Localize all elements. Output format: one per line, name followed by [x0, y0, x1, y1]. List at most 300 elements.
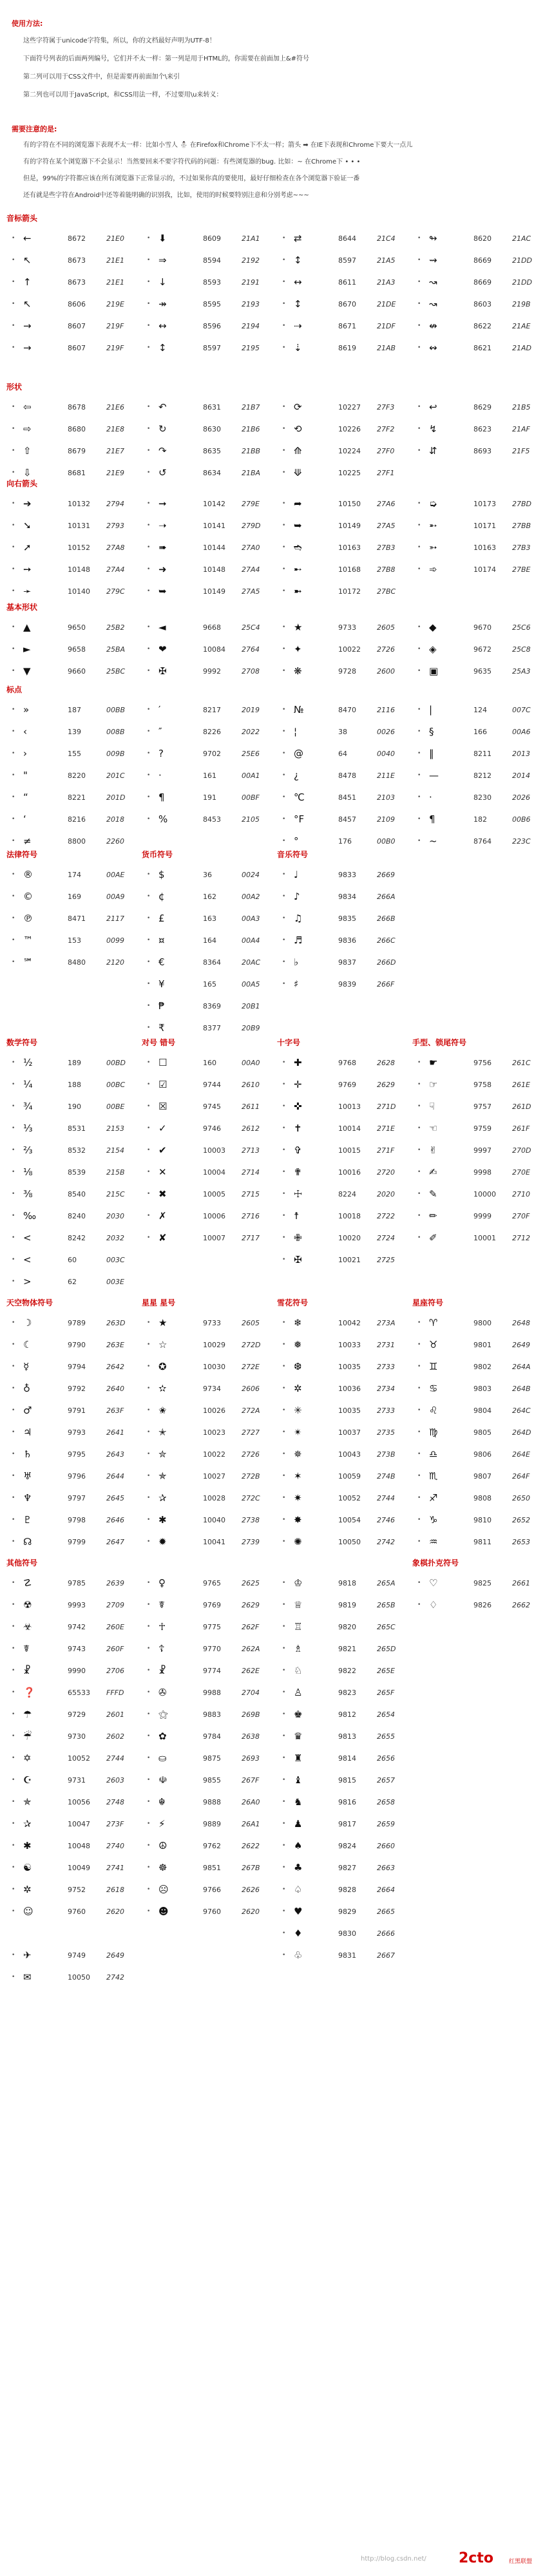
html-entity-code: 8673	[68, 278, 86, 287]
symbol-entry	[412, 1488, 548, 1510]
css-hex-code: 219F	[106, 322, 124, 330]
symbol-glyph: ¶	[158, 791, 165, 803]
symbol-row	[6, 559, 548, 581]
html-entity-code: 9760	[68, 1908, 86, 1916]
css-hex-code: 00B6	[512, 815, 531, 824]
css-hex-code: 2642	[106, 1363, 124, 1371]
html-entity-code: 10020	[338, 1234, 361, 1242]
html-entity-code: 9829	[338, 1908, 356, 1916]
symbol-row	[6, 1638, 548, 1660]
symbol-glyph: ♂	[23, 1405, 32, 1416]
html-entity-code: 9769	[338, 1081, 356, 1089]
bullet-icon: •	[417, 1473, 421, 1479]
html-entity-code: 10003	[203, 1146, 225, 1155]
css-hex-code: 266C	[377, 936, 396, 945]
symbol-glyph: →	[23, 320, 32, 332]
html-entity-code: 8619	[338, 344, 356, 352]
css-hex-code: 2193	[242, 300, 260, 308]
css-hex-code: 27BB	[512, 522, 531, 530]
bullet-icon: •	[282, 1602, 286, 1608]
html-entity-code: 9988	[203, 1689, 221, 1697]
symbol-glyph: |	[429, 704, 433, 715]
bullet-icon: •	[147, 1059, 151, 1066]
symbol-entry	[6, 272, 142, 294]
bullet-icon: •	[147, 588, 151, 594]
site-logo[interactable]	[459, 2550, 542, 2570]
symbol-entry	[277, 1923, 412, 1945]
symbol-glyph: ♭	[294, 956, 299, 968]
symbol-row	[6, 419, 548, 440]
html-entity-code: 9990	[68, 1667, 86, 1675]
symbol-row	[6, 1945, 548, 1967]
symbol-entry	[277, 1682, 412, 1704]
bullet-icon: •	[147, 257, 151, 263]
symbol-entry	[6, 1334, 142, 1356]
symbol-entry	[412, 639, 548, 661]
html-entity-code: 9769	[203, 1601, 221, 1609]
symbol-row	[6, 1334, 548, 1356]
symbol-row	[6, 809, 548, 831]
symbol-row	[6, 721, 548, 743]
watermark-text: http://blog.csdn.net/	[361, 2555, 426, 2562]
html-entity-code: 9759	[473, 1124, 492, 1133]
bullet-icon: •	[282, 544, 286, 551]
symbol-glyph: ‖	[429, 748, 434, 759]
symbol-glyph: ♊	[429, 1361, 438, 1372]
symbol-glyph: ✠	[294, 1254, 302, 1265]
html-entity-code: 9833	[338, 871, 356, 879]
css-hex-code: 272E	[242, 1363, 260, 1371]
css-hex-code: 007C	[512, 706, 531, 714]
symbol-row	[6, 787, 548, 809]
css-hex-code: 2669	[377, 871, 395, 879]
bullet-icon: •	[12, 544, 15, 551]
css-hex-code: 2649	[106, 1951, 124, 1960]
symbol-glyph: ↶	[158, 401, 167, 413]
symbol-entry	[277, 537, 412, 559]
symbol-glyph: ♃	[23, 1426, 32, 1438]
bullet-icon: •	[12, 624, 15, 630]
symbol-glyph: ☂	[23, 1709, 32, 1720]
css-hex-code: 271D	[377, 1103, 396, 1111]
html-entity-code: 10030	[203, 1363, 225, 1371]
bullet-icon: •	[147, 323, 151, 329]
html-entity-code: 9742	[68, 1623, 86, 1631]
bullet-icon: •	[417, 1125, 421, 1132]
symbol-glyph: ¼	[23, 1079, 33, 1090]
html-entity-code: 8672	[68, 234, 86, 243]
css-hex-code: 27BE	[512, 565, 531, 574]
symbol-entry	[277, 1945, 412, 1967]
css-hex-code: FFFD	[106, 1689, 124, 1697]
css-hex-code: 00B0	[377, 837, 396, 846]
symbol-glyph: ➘	[23, 520, 32, 531]
bullet-icon: •	[147, 1213, 151, 1219]
bullet-icon: •	[282, 1517, 286, 1523]
symbol-row	[6, 1814, 548, 1835]
html-entity-code: 10052	[338, 1494, 361, 1502]
symbol-entry	[277, 1312, 412, 1334]
symbol-glyph: ▲	[23, 621, 31, 633]
symbol-entry	[277, 1206, 412, 1227]
symbol-glyph: ♥	[294, 1906, 303, 1917]
symbol-entry	[6, 1356, 142, 1378]
symbol-entry	[277, 1074, 412, 1096]
bullet-icon: •	[12, 1821, 15, 1827]
symbol-row	[6, 397, 548, 419]
symbol-entry	[6, 228, 142, 250]
html-entity-code: 10013	[338, 1103, 361, 1111]
html-entity-code: 10007	[203, 1234, 225, 1242]
bullet-icon: •	[282, 522, 286, 529]
symbol-entry	[277, 617, 412, 639]
symbol-entry	[412, 272, 548, 294]
bullet-icon: •	[12, 1256, 15, 1263]
symbol-glyph: ½	[23, 1057, 33, 1068]
css-hex-code: 21A3	[377, 278, 396, 287]
html-entity-code: 9760	[203, 1908, 221, 1916]
bullet-icon: •	[282, 871, 286, 878]
symbol-glyph: ¿	[294, 770, 299, 781]
bullet-icon: •	[282, 893, 286, 900]
symbol-glyph: ☩	[294, 1188, 303, 1200]
bullet-icon: •	[282, 646, 286, 652]
html-entity-code: 8216	[68, 815, 86, 824]
html-entity-code: 10048	[68, 1842, 90, 1850]
symbol-glyph: ⇩	[23, 467, 32, 478]
symbol-entry	[277, 765, 412, 787]
css-hex-code: 00BD	[106, 1059, 126, 1067]
symbol-glyph: ☬	[158, 1796, 166, 1808]
symbol-entry	[412, 661, 548, 683]
html-entity-code: 8453	[203, 815, 221, 824]
html-entity-code: 9811	[473, 1538, 492, 1546]
symbol-entry	[142, 1227, 277, 1249]
bullet-icon: •	[147, 1125, 151, 1132]
bullet-icon: •	[12, 1842, 15, 1849]
bullet-icon: •	[12, 235, 15, 242]
css-hex-code: 27F1	[377, 469, 395, 477]
symbol-entry	[6, 1595, 142, 1616]
bullet-icon: •	[282, 301, 286, 307]
symbol-entry	[412, 809, 548, 831]
bullet-icon: •	[147, 1320, 151, 1326]
symbol-entry	[412, 1573, 548, 1595]
symbol-glyph: ✹	[158, 1536, 167, 1548]
symbol-glyph: ➦	[294, 498, 302, 509]
css-hex-code: 0099	[106, 936, 124, 945]
symbol-entry	[412, 1074, 548, 1096]
symbol-glyph: ♔	[294, 1577, 303, 1589]
css-hex-code: 2654	[377, 1710, 395, 1719]
symbol-glyph: ✘	[158, 1232, 167, 1244]
css-hex-code: 2794	[106, 500, 124, 508]
symbol-glyph: ▣	[429, 665, 439, 677]
html-entity-code: 8224	[338, 1190, 356, 1198]
symbol-entry	[142, 272, 277, 294]
bullet-icon: •	[282, 794, 286, 800]
symbol-entry	[6, 250, 142, 272]
css-hex-code: 21AC	[512, 234, 531, 243]
html-entity-code: 10132	[68, 500, 90, 508]
css-hex-code: 2738	[242, 1516, 260, 1524]
symbol-glyph: $	[158, 869, 165, 880]
symbol-entry	[412, 787, 548, 809]
symbol-entry	[142, 864, 277, 886]
css-hex-code: 265F	[377, 1689, 395, 1697]
symbol-glyph: ⅔	[23, 1144, 33, 1156]
symbol-glyph: ♋	[429, 1383, 438, 1394]
css-hex-code: 2260	[106, 837, 124, 846]
symbol-glyph: ☧	[158, 1665, 166, 1676]
symbol-entry	[6, 1444, 142, 1466]
bullet-icon: •	[147, 1341, 151, 1348]
bullet-icon: •	[417, 728, 421, 735]
html-entity-code: 10163	[338, 544, 361, 552]
bullet-icon: •	[417, 1407, 421, 1414]
symbol-glyph: ♅	[23, 1470, 32, 1482]
symbol-glyph: ♑	[429, 1514, 438, 1526]
bullet-icon: •	[12, 871, 15, 878]
symbol-row	[6, 1531, 548, 1553]
css-hex-code: 265C	[377, 1623, 396, 1631]
symbol-glyph: ☛	[429, 1057, 438, 1068]
css-hex-code: 215B	[106, 1168, 125, 1177]
symbol-row	[6, 1835, 548, 1857]
symbol-entry	[6, 930, 142, 952]
bullet-icon: •	[147, 794, 151, 800]
symbol-entry	[277, 1573, 412, 1595]
symbol-glyph: ✬	[158, 1405, 167, 1416]
html-entity-code: 9999	[473, 1212, 492, 1220]
symbol-glyph: №	[294, 704, 304, 715]
css-hex-code: 265D	[377, 1645, 396, 1653]
bullet-icon: •	[417, 426, 421, 432]
html-entity-code: 9851	[203, 1864, 221, 1872]
css-hex-code: 262A	[242, 1645, 260, 1653]
html-entity-code: 10173	[473, 500, 496, 508]
symbol-glyph: ©	[23, 891, 33, 902]
html-entity-code: 10141	[203, 522, 225, 530]
symbol-entry	[6, 1227, 142, 1249]
html-entity-code: 8621	[473, 344, 492, 352]
html-entity-code: 8221	[68, 793, 86, 802]
symbol-entry	[6, 743, 142, 765]
symbol-entry	[6, 515, 142, 537]
css-hex-code: 272A	[242, 1406, 260, 1415]
bullet-icon: •	[147, 816, 151, 822]
bullet-icon: •	[147, 893, 151, 900]
symbol-glyph: ✖	[158, 1188, 167, 1200]
symbol-glyph: ♉	[429, 1339, 438, 1350]
bullet-icon: •	[417, 257, 421, 263]
css-hex-code: 262F	[242, 1623, 260, 1631]
css-hex-code: 211E	[377, 772, 395, 780]
bullet-icon: •	[12, 1667, 15, 1674]
bullet-icon: •	[282, 1952, 286, 1958]
html-entity-code: 155	[68, 750, 81, 758]
bullet-icon: •	[12, 426, 15, 432]
html-entity-code: 9756	[473, 1059, 492, 1067]
symbol-glyph: ¤	[158, 934, 165, 946]
symbol-glyph: ♈	[429, 1317, 438, 1329]
symbol-grid	[6, 1573, 548, 1989]
symbol-entry	[277, 1835, 412, 1857]
css-hex-code: 21E6	[106, 403, 124, 412]
symbol-entry	[6, 1510, 142, 1531]
symbol-entry	[6, 1140, 142, 1162]
html-entity-code: 10042	[338, 1319, 361, 1327]
symbol-entry	[6, 661, 142, 683]
html-entity-code: 9800	[473, 1319, 492, 1327]
html-entity-code: 9814	[338, 1754, 356, 1763]
symbol-entry	[277, 1249, 412, 1271]
symbol-entry	[277, 1879, 412, 1901]
bullet-icon: •	[147, 1385, 151, 1392]
bullet-icon: •	[12, 1429, 15, 1435]
css-hex-code: 2020	[377, 1190, 395, 1198]
symbol-entry	[142, 419, 277, 440]
symbol-glyph: ⇦	[23, 401, 32, 413]
symbol-glyph: ➥	[294, 520, 302, 531]
bullet-icon: •	[12, 1191, 15, 1197]
bullet-icon: •	[282, 772, 286, 779]
bullet-icon: •	[282, 1645, 286, 1652]
symbol-entry	[6, 1945, 142, 1967]
css-hex-code: 2019	[242, 706, 260, 714]
section-title: 标点	[6, 685, 23, 694]
html-entity-code: 8670	[338, 300, 356, 308]
bullet-icon: •	[12, 448, 15, 454]
bullet-icon: •	[282, 937, 286, 943]
css-hex-code: 223C	[512, 837, 531, 846]
css-hex-code: 21B7	[242, 403, 260, 412]
bullet-icon: •	[12, 1103, 15, 1110]
symbol-glyph: ♦	[294, 1927, 303, 1939]
css-hex-code: 2622	[242, 1842, 260, 1850]
symbol-glyph: ♖	[294, 1621, 303, 1633]
symbol-glyph: ℗	[23, 913, 33, 924]
symbol-glyph: ↖	[23, 298, 32, 310]
html-entity-code: 9817	[338, 1820, 356, 1828]
symbol-glyph: ↓	[158, 276, 167, 288]
symbol-glyph: ✱	[23, 1840, 32, 1852]
bullet-icon: •	[147, 448, 151, 454]
html-entity-code: 10027	[203, 1472, 225, 1481]
html-entity-code: 9744	[203, 1081, 221, 1089]
bullet-icon: •	[147, 1645, 151, 1652]
symbol-entry	[412, 337, 548, 359]
sub-section-title: 象棋扑克符号	[412, 1558, 459, 1567]
html-entity-code: 10144	[203, 544, 225, 552]
symbol-glyph: ➛	[23, 585, 32, 597]
symbol-entry	[277, 493, 412, 515]
css-hex-code: 2153	[106, 1124, 124, 1133]
bullet-icon: •	[12, 1777, 15, 1783]
symbol-entry	[142, 1356, 277, 1378]
css-hex-code: 00A9	[106, 893, 125, 901]
bullet-icon: •	[12, 1886, 15, 1893]
html-entity-code: 10006	[203, 1212, 225, 1220]
symbol-row	[6, 864, 548, 886]
symbol-entry	[277, 886, 412, 908]
html-entity-code: 10021	[338, 1256, 361, 1264]
symbol-entry	[412, 1378, 548, 1400]
symbol-glyph: ☣	[23, 1621, 32, 1633]
bullet-icon: •	[12, 469, 15, 476]
css-hex-code: 272D	[242, 1341, 261, 1349]
symbol-entry	[6, 1704, 142, 1726]
css-hex-code: 267F	[242, 1776, 260, 1785]
css-hex-code: 2709	[106, 1601, 124, 1609]
html-entity-code: 9798	[68, 1516, 86, 1524]
css-hex-code: 266A	[377, 893, 396, 901]
bullet-icon: •	[282, 1407, 286, 1414]
bullet-icon: •	[12, 1580, 15, 1586]
html-entity-code: 139	[68, 728, 81, 736]
symbol-glyph: ♌	[429, 1405, 438, 1416]
html-entity-code: 8593	[203, 278, 221, 287]
css-hex-code: 273B	[377, 1450, 396, 1459]
bullet-icon: •	[282, 1103, 286, 1110]
symbol-glyph: ✠	[158, 665, 167, 677]
symbol-entry	[6, 397, 142, 419]
css-hex-code: 2660	[377, 1842, 395, 1850]
symbol-row	[6, 1857, 548, 1879]
symbol-row	[6, 1573, 548, 1595]
css-hex-code: 2726	[377, 645, 395, 654]
symbol-row	[6, 316, 548, 337]
symbol-glyph: ➬	[294, 542, 302, 553]
bullet-icon: •	[282, 838, 286, 844]
bullet-icon: •	[12, 1517, 15, 1523]
symbol-entry	[277, 559, 412, 581]
bullet-icon: •	[417, 301, 421, 307]
html-entity-code: 182	[473, 815, 487, 824]
bullet-icon: •	[282, 1908, 286, 1915]
symbol-glyph: ☜	[429, 1122, 438, 1134]
html-entity-code: 10225	[338, 469, 361, 477]
bullet-icon: •	[282, 1777, 286, 1783]
section-title: 向右箭头	[6, 479, 38, 488]
bullet-icon: •	[147, 706, 151, 713]
css-hex-code: 2605	[242, 1319, 260, 1327]
css-hex-code: 2712	[512, 1234, 530, 1242]
symbol-entry	[412, 1531, 548, 1553]
symbol-glyph: ″	[158, 726, 162, 737]
symbol-entry	[412, 316, 548, 337]
css-hex-code: 2109	[377, 815, 395, 824]
html-entity-code: 9997	[473, 1146, 492, 1155]
symbol-entry	[6, 419, 142, 440]
symbol-entry	[142, 809, 277, 831]
symbol-glyph: ⇧	[23, 445, 32, 457]
css-hex-code: 2014	[512, 772, 530, 780]
bullet-icon: •	[417, 1451, 421, 1457]
symbol-row	[6, 639, 548, 661]
sub-section-title: 星座符号	[412, 1298, 444, 1307]
html-entity-code: 9799	[68, 1538, 86, 1546]
symbol-entry	[277, 1096, 412, 1118]
html-entity-code: 9733	[203, 1319, 221, 1327]
bullet-icon: •	[282, 1821, 286, 1827]
html-entity-code: 124	[473, 706, 487, 714]
symbol-glyph: —	[429, 770, 439, 781]
symbol-entry	[142, 974, 277, 996]
symbol-entry	[142, 1704, 277, 1726]
css-hex-code: 265A	[377, 1579, 396, 1587]
css-hex-code: 21DD	[512, 278, 532, 287]
